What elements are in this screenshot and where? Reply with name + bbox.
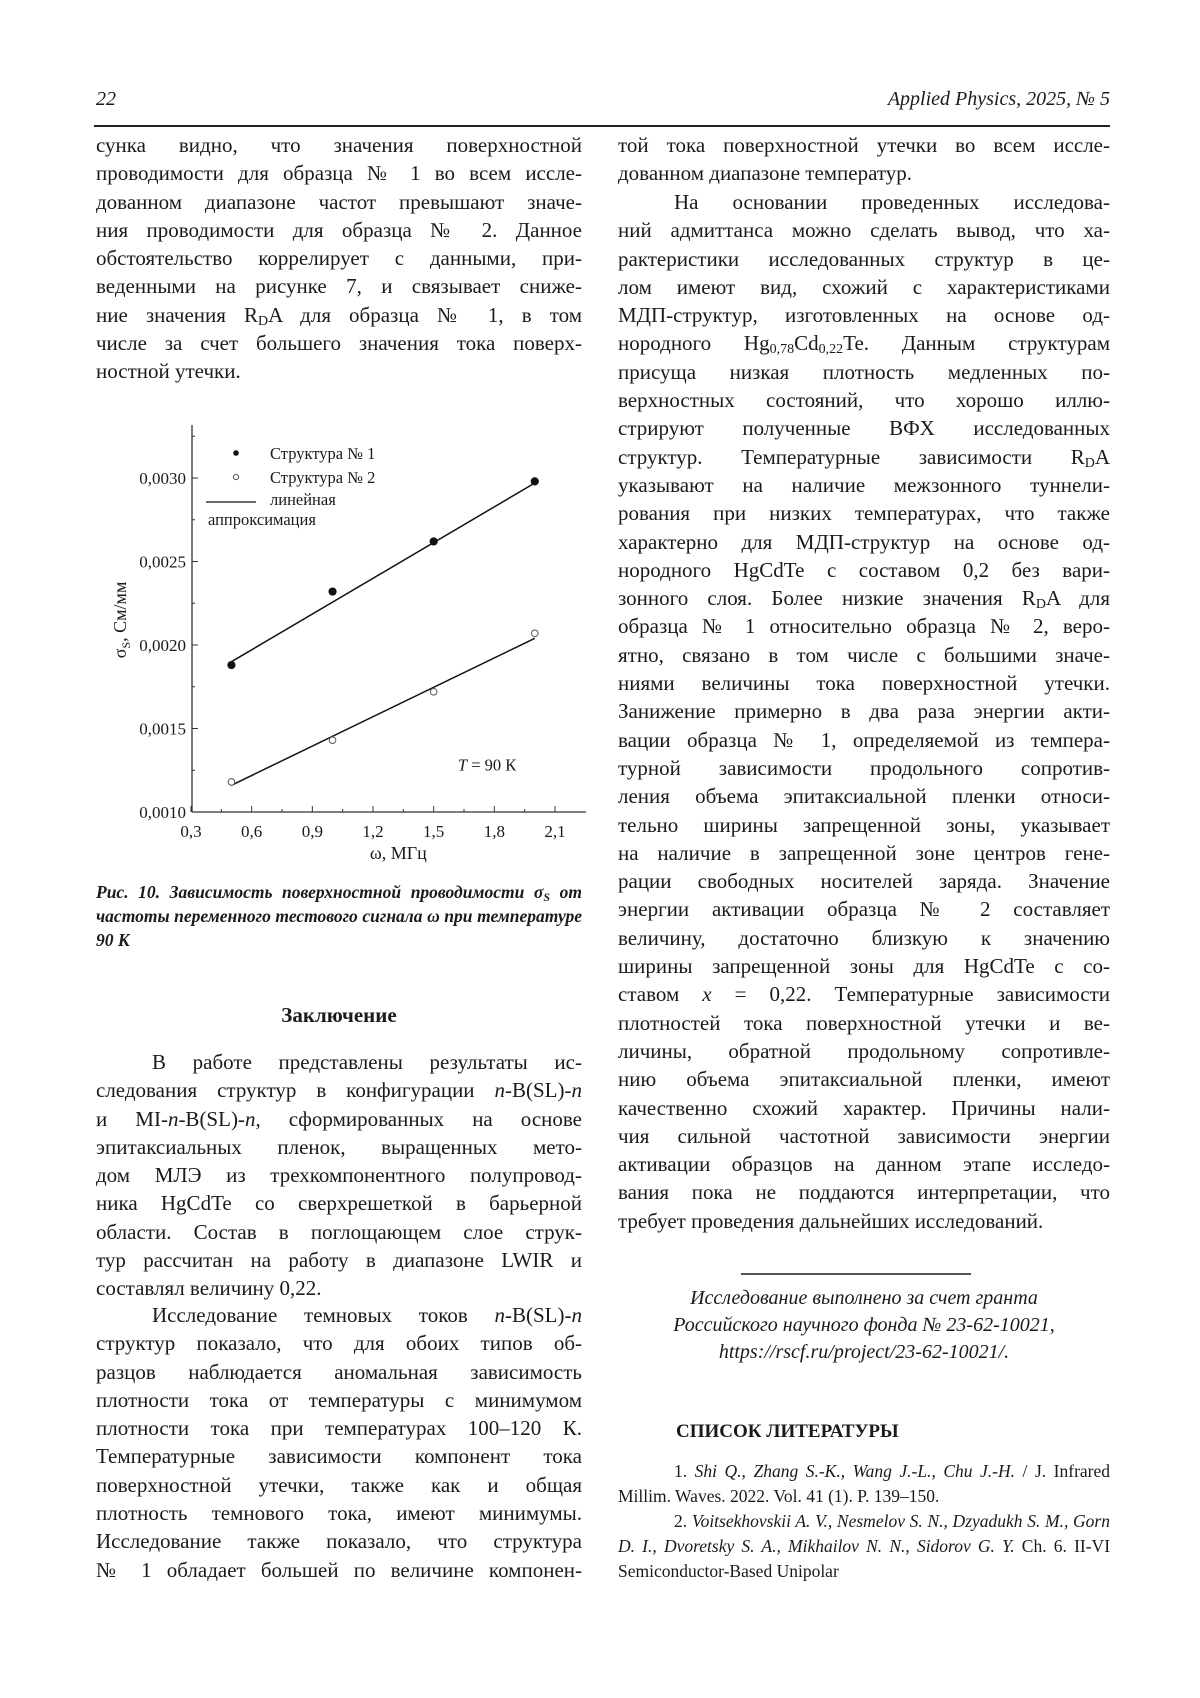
x-tick-label: 0,9	[301, 822, 323, 841]
reference-separator	[1015, 1536, 1022, 1556]
conclusion-paragraph-1	[96, 1048, 582, 1303]
text-line: числе за счет большего значения тока поверх-	[96, 331, 582, 356]
text-line: дом МЛЭ из трехкомпонентного полупровод-	[96, 1163, 582, 1188]
text-line: дованном диапазоне температур.	[618, 161, 913, 186]
text-span: Cd	[794, 331, 819, 356]
text-line: характерно для МДП-структур на основе од-	[618, 529, 1110, 554]
subscript: D	[1084, 455, 1095, 471]
caption-sigma-sub: S	[543, 890, 551, 904]
text-line: плотности тока при температурах 100–120 К.	[96, 1416, 582, 1441]
text-line: составлял величину 0,22.	[96, 1276, 322, 1301]
text-line: МДП-структур, изготовленных на основе од-	[618, 303, 1110, 328]
italic-x: x	[702, 982, 712, 1007]
journal-title: Applied Physics, 2025, № 5	[887, 88, 1110, 110]
italic-n: n	[571, 1078, 582, 1103]
italic-n: n	[571, 1303, 582, 1327]
caption-text: Зависимость поверхностной проводимости	[160, 882, 534, 902]
text-span: A для	[1045, 586, 1110, 611]
text-line	[618, 980, 1110, 1008]
text-line: качественно схожий характер. Причины нали-	[618, 1095, 1110, 1120]
figure-10-chart	[96, 425, 586, 875]
grant-acknowledgement	[618, 1285, 1110, 1366]
separator-line	[741, 1273, 971, 1275]
text-line: Температурные зависимости компонент тока	[96, 1444, 582, 1469]
text-span: следования структур в конфигурации	[96, 1078, 495, 1103]
annotation-value: = 90 К	[467, 755, 517, 775]
text-span: ние значения R	[96, 302, 258, 327]
text-line: лом имеют вид, схожий с характеристиками	[618, 274, 1110, 299]
text-line: чия сильной частотной зависимости энергии	[618, 1123, 1110, 1148]
x-tick-label: 1,8	[483, 822, 505, 841]
text-line	[96, 301, 582, 329]
text-line: нородного HgCdTe с составом 0,2 без вари-	[618, 557, 1110, 582]
text-line: тельно ширины запрещенной зоны, указывает	[618, 812, 1110, 837]
text-line: ширины запрещенной зоны для HgCdTe с со-	[618, 954, 1110, 979]
left-paragraph-1	[96, 131, 582, 386]
text-line	[96, 1301, 582, 1329]
text-line: рактеристики исследованных структур в це-	[618, 246, 1110, 271]
x-tick-label: 2,1	[544, 822, 566, 841]
y-tick-label: 0,0010	[139, 803, 186, 822]
reference-item	[618, 1509, 1110, 1584]
legend-label: линейная	[270, 490, 336, 509]
chart-svg	[96, 425, 586, 875]
italic-n: n	[167, 1106, 179, 1131]
y-axis-label-sub: S	[119, 641, 133, 649]
subscript: 0,22	[818, 342, 844, 358]
text-line	[96, 1076, 582, 1104]
text-line: На основании проведенных исследова-	[674, 190, 1110, 214]
text-span: A	[1094, 444, 1110, 469]
legend-marker-filled	[233, 450, 239, 456]
figure-caption	[96, 880, 582, 952]
text-line: образца № 1 относительно образца № 2, веро-	[618, 614, 1110, 639]
data-point-series-2	[228, 779, 235, 786]
header-rule	[94, 125, 1110, 127]
text-span: -B(SL)-	[505, 1303, 572, 1327]
text-line	[618, 443, 1110, 471]
text-line: величину, достаточно близкую к значению	[618, 925, 1110, 950]
text-line: ления объема эпитаксиальной пленки относи-	[618, 784, 1110, 809]
text-span: Исследование темновых токов	[152, 1303, 495, 1327]
text-line: структур показало, что для обоих типов об-	[96, 1331, 582, 1356]
reference-item	[618, 1459, 1110, 1509]
text-span: , сформированных на основе	[255, 1106, 582, 1131]
text-line: рования при низких температурах, что также	[618, 501, 1110, 526]
text-line: В работе представлены результаты ис-	[152, 1050, 582, 1074]
caption-text: при температуре 90 К	[96, 906, 582, 950]
text-line: дованном диапазоне частот превышают значе-	[96, 189, 582, 214]
caption-omega: ω	[427, 906, 440, 926]
text-line: проводимости для образца № 1 во всем иссле-	[96, 161, 582, 186]
text-line: № 1 обладает большей по величине компонен-	[96, 1557, 582, 1582]
text-line: стрируют полученные ВФХ исследованных	[618, 416, 1110, 441]
section-title-conclusion: Заключение	[281, 1003, 397, 1027]
x-axis-label: ω, МГц	[369, 843, 427, 863]
x-tick-label: 0,6	[241, 822, 263, 841]
text-line: разцов наблюдается аномальная зависимость	[96, 1359, 582, 1384]
text-line: ностной утечки.	[96, 359, 241, 384]
annotation-T: T	[457, 755, 468, 775]
reference-source: J. Infrared Millim. Waves. 2022. Vol. 41 (1). P. 139–150.	[618, 1461, 1111, 1506]
data-point-series-1	[430, 538, 437, 545]
italic-n: n	[244, 1106, 256, 1131]
subscript: D	[257, 313, 269, 329]
text-span: -B(SL)-	[178, 1106, 245, 1131]
text-line: указывают на наличие межзонного туннели-	[618, 472, 1110, 497]
text-line: Исследование также показало, что структура	[96, 1529, 582, 1554]
page-number: 22	[96, 88, 116, 110]
data-point-series-2	[329, 737, 336, 744]
caption-text: от частоты переменного тестового сигнала	[96, 882, 582, 926]
text-span: зонного слоя. Более низкие значения R	[618, 586, 1036, 611]
legend-label: Структура № 1	[270, 444, 376, 463]
text-span: = 0,22. Температурные зависимости	[711, 982, 1110, 1007]
data-point-series-2	[531, 630, 538, 637]
text-line: энергии активации образца № 2 составляет	[618, 897, 1110, 922]
text-line: требует проведения дальнейших исследований.	[618, 1208, 1044, 1233]
y-tick-label: 0,0020	[139, 636, 186, 655]
text-line: поверхностной утечки, также как и общая	[96, 1472, 582, 1497]
text-span: A для образца № 1, в том	[268, 302, 582, 327]
text-line: ния проводимости для образца № 2. Данное	[96, 217, 582, 242]
y-axis-label	[110, 582, 133, 659]
text-span: нородного Hg	[618, 331, 770, 356]
reference-separator: /	[1015, 1461, 1035, 1481]
x-tick-label: 0,3	[180, 822, 202, 841]
caption-sigma: σ	[533, 882, 544, 902]
data-point-series-2	[430, 688, 437, 695]
text-line: плотность темнового тока, имеют минимумы.	[96, 1501, 582, 1526]
subscript: D	[1035, 597, 1046, 613]
text-line	[96, 1105, 582, 1133]
y-axis-label-units: , См/мм	[110, 581, 130, 642]
grant-link[interactable]: https://rscf.ru/project/23-62-10021/.	[718, 1341, 1010, 1363]
references-list	[618, 1459, 1110, 1584]
data-point-series-1	[531, 478, 538, 485]
data-point-series-1	[228, 661, 235, 668]
right-paragraph-2	[618, 188, 1110, 1235]
page-header	[96, 88, 1110, 124]
text-line: той тока поверхностной утечки во всем иссле-	[618, 133, 1110, 157]
grant-line: Исследование выполнено за счет гранта	[690, 1287, 1038, 1309]
text-line: ятно, связано в том числе с большими значе-	[618, 642, 1110, 667]
y-axis-label-sigma: σ	[110, 648, 130, 659]
text-span: и MI-	[96, 1106, 168, 1131]
x-tick-label: 1,2	[362, 822, 384, 841]
text-span: ставом	[618, 982, 703, 1007]
text-line: обстоятельство коррелирует с данными, при-	[96, 246, 582, 271]
temperature-annotation	[458, 755, 517, 774]
italic-n: n	[494, 1078, 505, 1103]
reference-number: 2.	[674, 1511, 688, 1531]
caption-label: Рис. 10.	[96, 882, 161, 902]
reference-source: Ch. 6. II-VI Semiconductor-Based Unipolar	[618, 1536, 1111, 1581]
text-line: ниями величины тока поверхностной утечки.	[618, 671, 1110, 696]
text-line: тур рассчитан на работу в диапазоне LWIR и	[96, 1248, 582, 1273]
text-span: Te. Данным структурам	[843, 331, 1110, 356]
y-tick-label: 0,0030	[139, 469, 186, 488]
references-title: СПИСОК ЛИТЕРАТУРЫ	[676, 1421, 899, 1442]
text-line: ника HgCdTe со сверхрешеткой в барьерной	[96, 1191, 582, 1216]
text-line: рации свободных носителей заряда. Значение	[618, 869, 1110, 894]
x-tick-label: 1,5	[423, 822, 445, 841]
right-paragraph-1	[618, 131, 1110, 188]
text-line	[618, 584, 1110, 612]
text-line: сунка видно, что значения поверхностной	[96, 133, 582, 157]
text-line: вания пока не поддаются интерпретации, что	[618, 1180, 1110, 1205]
legend-marker-open	[233, 474, 238, 479]
text-line: плотности тока от температуры с минимумом	[96, 1387, 582, 1412]
y-tick-label: 0,0025	[139, 552, 186, 572]
text-line: активации образцов на данном этапе исследо-	[618, 1152, 1110, 1177]
text-line: вации образца № 1, определяемой из темпера-	[618, 727, 1110, 752]
reference-authors: Shi Q., Zhang S.-K., Wang J.-L., Chu J.-H.	[694, 1461, 1016, 1481]
legend-label: аппроксимация	[208, 510, 316, 529]
text-line: верхностных состояний, что хорошо иллю-	[618, 388, 1110, 413]
grant-line: Российского научного фонда № 23-62-10021,	[673, 1314, 1055, 1336]
y-tick-label: 0,0015	[139, 719, 186, 739]
text-span: структур. Температурные зависимости R	[618, 444, 1085, 469]
text-line: области. Состав в поглощающем слое струк-	[96, 1219, 582, 1244]
text-line: эпитаксиальных пленок, выращенных мето-	[96, 1134, 582, 1159]
text-line: на наличие в запрещенной зоне центров гене-	[618, 840, 1110, 865]
reference-authors: Voitsekhovskii A. V., Nesmelov S. N., Dzyadukh S. M., Gorn D. I., Dvoretsky S. A., Mikhailov N. N., Sidorov G. Y.	[618, 1511, 1110, 1556]
text-line: веденными на рисунке 7, и связывает сниже-	[96, 274, 582, 299]
data-point-series-1	[329, 588, 336, 595]
text-line: плотностей тока поверхностной утечки и ве-	[618, 1010, 1110, 1035]
text-line: нию объема эпитаксиальной пленки, имеют	[618, 1067, 1110, 1092]
italic-n: n	[494, 1303, 505, 1327]
text-line: присуща низкая плотность медленных по-	[618, 359, 1110, 384]
text-line	[618, 329, 1110, 357]
conclusion-paragraph-2	[96, 1301, 582, 1584]
text-line: личины, обратной продольному сопротивле-	[618, 1038, 1110, 1063]
text-span: -B(SL)-	[505, 1078, 572, 1103]
subscript: 0,78	[769, 342, 795, 358]
reference-number: 1.	[674, 1461, 688, 1481]
text-line: турной зависимости продольного сопротив-	[618, 755, 1110, 780]
text-line: ний адмиттанса можно сделать вывод, что ха-	[618, 218, 1110, 243]
text-line: Занижение примерно в два раза энергии акти-	[618, 699, 1110, 724]
legend-label: Структура № 2	[270, 468, 376, 487]
